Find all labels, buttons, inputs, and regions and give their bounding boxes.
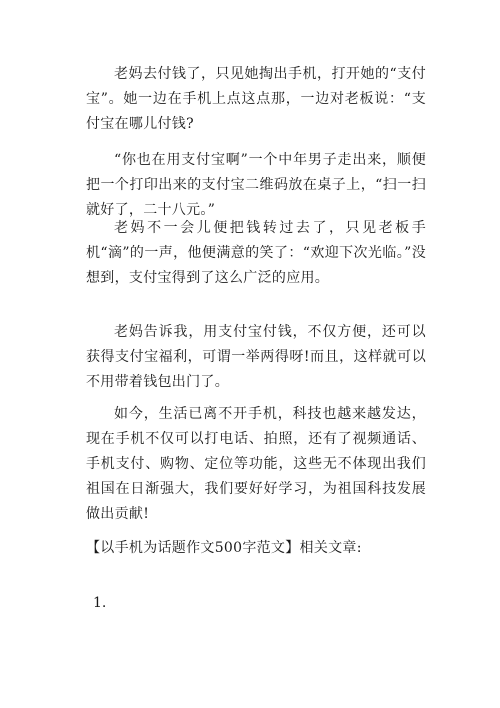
- paragraph-1: 老妈去付钱了，只见她掏出手机，打开她的“支付宝”。她一边在手机上点这点那，一边对老板说：“支付宝在哪儿付钱?: [86, 66, 426, 132]
- paragraph-4: 老妈告诉我，用支付宝付钱，不仅方便，还可以获得支付宝福利，可谓一举两得呀!而且，这样就可以不用带着钱包出门了。: [86, 324, 426, 390]
- paragraph-5: 如今，生活已离不开手机，科技也越来越发达，现在手机不仅可以打电话、拍照，还有了视频通话、手机支付、购物、定位等功能，这些无不体现出我们祖国在日渐强大，我们要好好学习，为祖国科技发展做出贡献!: [86, 406, 426, 522]
- related-articles-heading: 【以手机为话题作文500字范文】相关文章:: [86, 540, 362, 556]
- paragraph-3: 老妈不一会儿便把钱转过去了，只见老板手机“滴”的一声，他便满意的笑了：“欢迎下次光临。”没想到，支付宝得到了这么广泛的应用。: [86, 220, 426, 286]
- related-list-item-1[interactable]: 1.: [93, 595, 107, 611]
- paragraph-2: “你也在用支付宝啊”一个中年男子走出来，顺便把一个打印出来的支付宝二维码放在桌子上，“扫一扫就好了，二十八元。”: [86, 152, 426, 218]
